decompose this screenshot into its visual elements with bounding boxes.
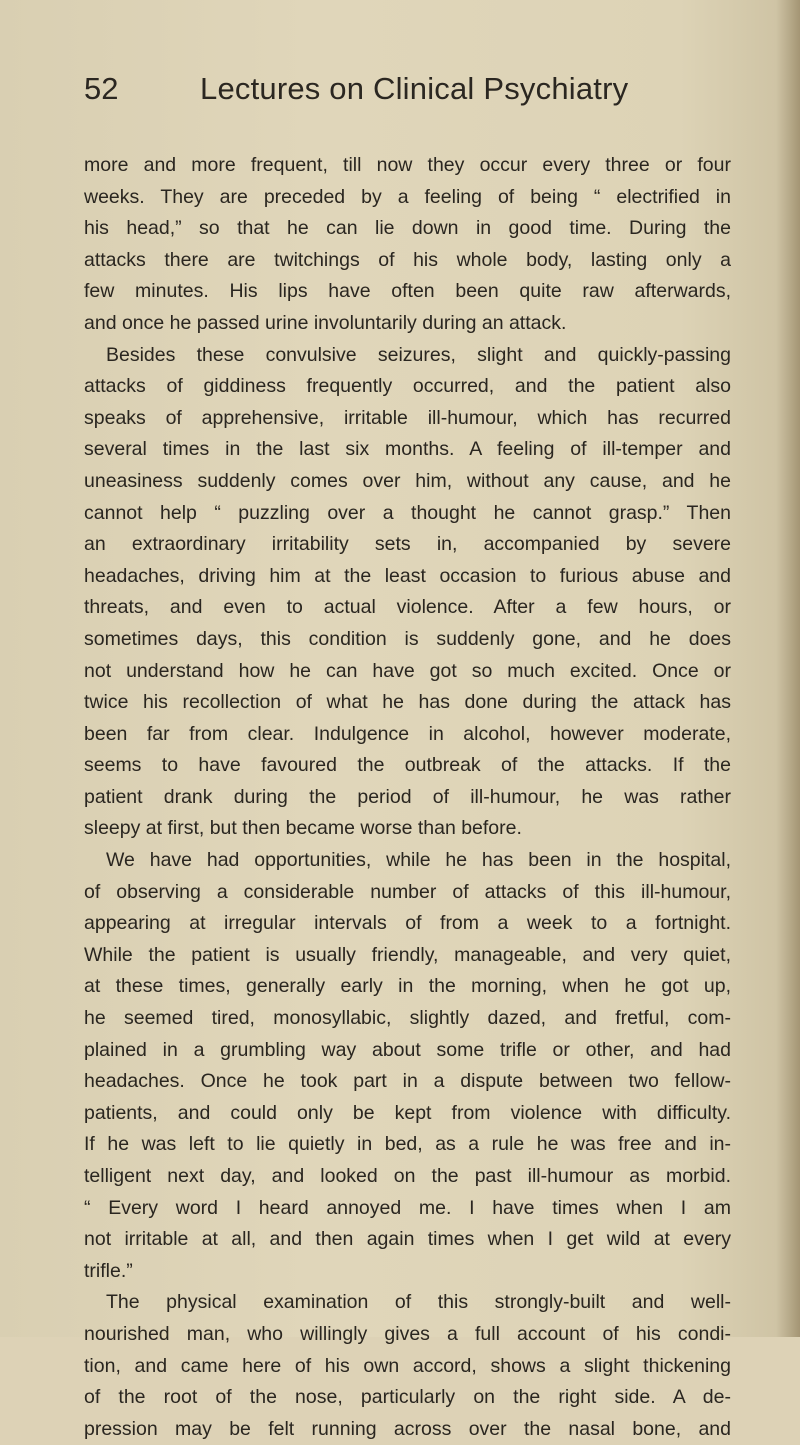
text-line: uneasiness suddenly comes over him, without any cause, and he	[84, 469, 731, 492]
text-line: telligent next day, and looked on the past ill-humour as morbid.	[84, 1165, 731, 1187]
text-line: headaches. Once he took part in a dispute between two fellow-	[84, 1070, 731, 1093]
text-line: several times in the last six months. A feeling of ill-temper and	[84, 438, 731, 461]
text-line: sometimes days, this condition is suddenly gone, and he does	[84, 627, 731, 650]
text-line: not understand how he can have got so much excited. Once or	[84, 659, 731, 682]
text-line: headaches, driving him at the least occasion to furious abuse and	[84, 564, 731, 587]
text-line: “ Every word I heard annoyed me. I have times when I am	[84, 1196, 731, 1219]
text-line: and once he passed urine involuntarily during an attack.	[84, 311, 567, 334]
text-line: attacks there are twitchings of his whole body, lasting only a	[84, 248, 731, 271]
text-line: patients, and could only be kept from violence with difficulty.	[84, 1101, 731, 1124]
text-line: The physical examination of this strongly-built and well-	[106, 1291, 731, 1314]
text-line: tion, and came here of his own accord, shows a slight thickening	[84, 1354, 731, 1377]
text-line: of observing a considerable number of attacks of this ill-humour,	[84, 880, 731, 903]
text-line: an extraordinary irritability sets in, accompanied by severe	[84, 533, 731, 556]
text-line: pression may be felt running across over the nasal bone, and	[84, 1417, 731, 1440]
text-line: twice his recollection of what he has done during the attack has	[84, 691, 731, 714]
text-line: trifle.”	[84, 1259, 133, 1282]
text-line: threats, and even to actual violence. After a few hours, or	[84, 596, 731, 619]
text-line: of the root of the nose, particularly on the right side. A de-	[84, 1386, 731, 1409]
text-line: cannot help “ puzzling over a thought he cannot grasp.” Then	[84, 501, 731, 524]
text-line: his head,” so that he can lie down in good time. During the	[84, 217, 731, 240]
text-line: appearing at irregular intervals of from a week to a fortnight.	[84, 912, 731, 935]
text-line: speaks of apprehensive, irritable ill-humour, which has recurred	[84, 406, 731, 429]
text-line: been far from clear. Indulgence in alcohol, however moderate,	[84, 722, 731, 745]
text-line: more and more frequent, till now they occur every three or four	[84, 154, 731, 176]
running-head-title: Lectures on Clinical Psychiatry	[200, 71, 629, 106]
text-line: While the patient is usually friendly, manageable, and very quiet,	[84, 943, 731, 966]
page-number: 52	[84, 71, 119, 106]
text-line: If he was left to lie quietly in bed, as a rule he was free and in-	[84, 1133, 731, 1156]
text-line: We have had opportunities, while he has been in the hospital,	[106, 849, 731, 872]
text-line: few minutes. His lips have often been quite raw afterwards,	[84, 280, 731, 303]
text-line: patient drank during the period of ill-humour, he was rather	[84, 785, 731, 808]
text-line: he seemed tired, monosyllabic, slightly dazed, and fretful, com-	[84, 1007, 731, 1030]
text-line: nourished man, who willingly gives a full account of his condi-	[84, 1322, 731, 1345]
text-line: sleepy at first, but then became worse than before.	[84, 817, 522, 840]
text-line: Besides these convulsive seizures, slight and quickly-passing	[106, 343, 731, 366]
text-line: weeks. They are preceded by a feeling of being “ electrified in	[84, 185, 731, 208]
text-line: plained in a grumbling way about some trifle or other, and had	[84, 1038, 731, 1061]
body-text	[84, 150, 731, 1445]
text-line: at these times, generally early in the morning, when he got up,	[84, 975, 731, 998]
text-line: attacks of giddiness frequently occurred, and the patient also	[84, 375, 731, 398]
text-line: seems to have favoured the outbreak of the attacks. If the	[84, 754, 731, 777]
text-line: not irritable at all, and then again times when I get wild at every	[84, 1228, 731, 1251]
running-head	[84, 70, 644, 114]
